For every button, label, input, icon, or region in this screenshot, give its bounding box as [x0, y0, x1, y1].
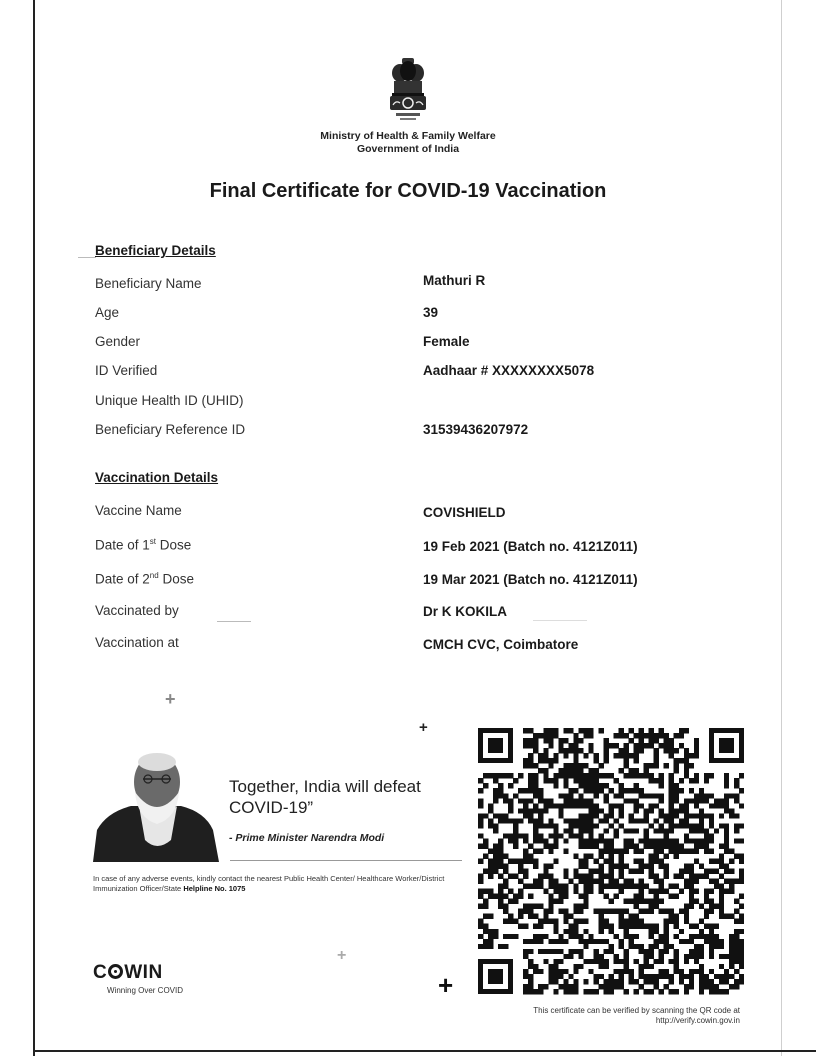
helpline-number: Helpline No. 1075: [183, 884, 246, 893]
field-label: Gender: [95, 334, 141, 349]
cowin-o-icon: [108, 964, 123, 979]
field-label: Age: [95, 305, 120, 320]
vaccinated-by-value: Dr K KOKILA: [423, 604, 507, 619]
quote-author: - Prime Minister Narendra Modi: [229, 832, 385, 844]
cowin-logo: [93, 962, 163, 984]
plus-icon: +: [165, 689, 176, 709]
verify-url: http://verify.cowin.gov.in: [655, 1016, 740, 1025]
plus-icon: +: [419, 719, 428, 736]
field-label: ID Verified: [95, 363, 158, 378]
state-emblem-icon: [380, 55, 436, 131]
ministry-line-2: Government of India: [356, 143, 460, 155]
ministry-header: [0, 130, 816, 156]
prime-minister-portrait: [93, 748, 225, 862]
first-dose-value: 19 Feb 2021 (Batch no. 4121Z011): [423, 539, 638, 554]
pm-quote: [229, 776, 421, 818]
logo-letters: WIN: [124, 962, 163, 983]
certificate-title: Final Certificate for COVID-19 Vaccination: [209, 180, 607, 202]
logo-letter: C: [93, 962, 108, 983]
qr-code-icon: [478, 728, 744, 996]
vaccination-at-value: CMCH CVC, Coimbatore: [423, 637, 579, 652]
scan-edge-bottom: [33, 1050, 816, 1052]
field-label: Unique Health ID (UHID): [95, 393, 244, 408]
vaccine-name-value: COVISHIELD: [423, 505, 506, 520]
field-label: Vaccination at: [95, 635, 179, 650]
ministry-line-1: Ministry of Health & Family Welfare: [320, 130, 496, 142]
plus-icon: +: [337, 947, 347, 964]
scan-edge-left: [33, 0, 35, 1056]
field-label: Beneficiary Name: [95, 276, 202, 291]
quote-line-1: Together, India will defeat: [229, 777, 421, 796]
scan-edge-right: [781, 0, 782, 1056]
id-verified-value: Aadhaar # XXXXXXXX5078: [423, 363, 595, 378]
second-dose-value: 19 Mar 2021 (Batch no. 4121Z011): [423, 572, 638, 587]
field-label: Beneficiary Reference ID: [95, 422, 246, 437]
field-label: Vaccine Name: [95, 503, 182, 518]
verification-note: [460, 1006, 740, 1026]
vaccination-section-heading: Vaccination Details: [95, 470, 219, 485]
notice-text: In case of any adverse events, kindly contact the nearest Public Health Center/ Healthcare Worker/District Immunization Officer/State: [93, 874, 445, 893]
reference-id-value: 31539436207972: [423, 422, 529, 437]
age-value: 39: [423, 305, 439, 320]
field-label: Date of 1st Dose: [95, 537, 192, 553]
scan-mark: [533, 620, 587, 621]
field-label: Date of 2nd Dose: [95, 571, 194, 587]
verify-line-1: This certificate can be verified by scanning the QR code at: [533, 1006, 740, 1015]
scan-mark: [217, 621, 251, 622]
divider: [230, 860, 462, 861]
scan-mark: [78, 257, 96, 258]
beneficiary-name-value: Mathuri R: [423, 273, 486, 288]
quote-line-2: COVID-19”: [229, 798, 314, 817]
cowin-tagline: Winning Over COVID: [107, 986, 184, 995]
adverse-event-notice: [93, 874, 453, 894]
beneficiary-section-heading: Beneficiary Details: [95, 243, 216, 258]
plus-icon: +: [438, 970, 454, 1000]
gender-value: Female: [423, 334, 470, 349]
field-label: Vaccinated by: [95, 603, 179, 618]
